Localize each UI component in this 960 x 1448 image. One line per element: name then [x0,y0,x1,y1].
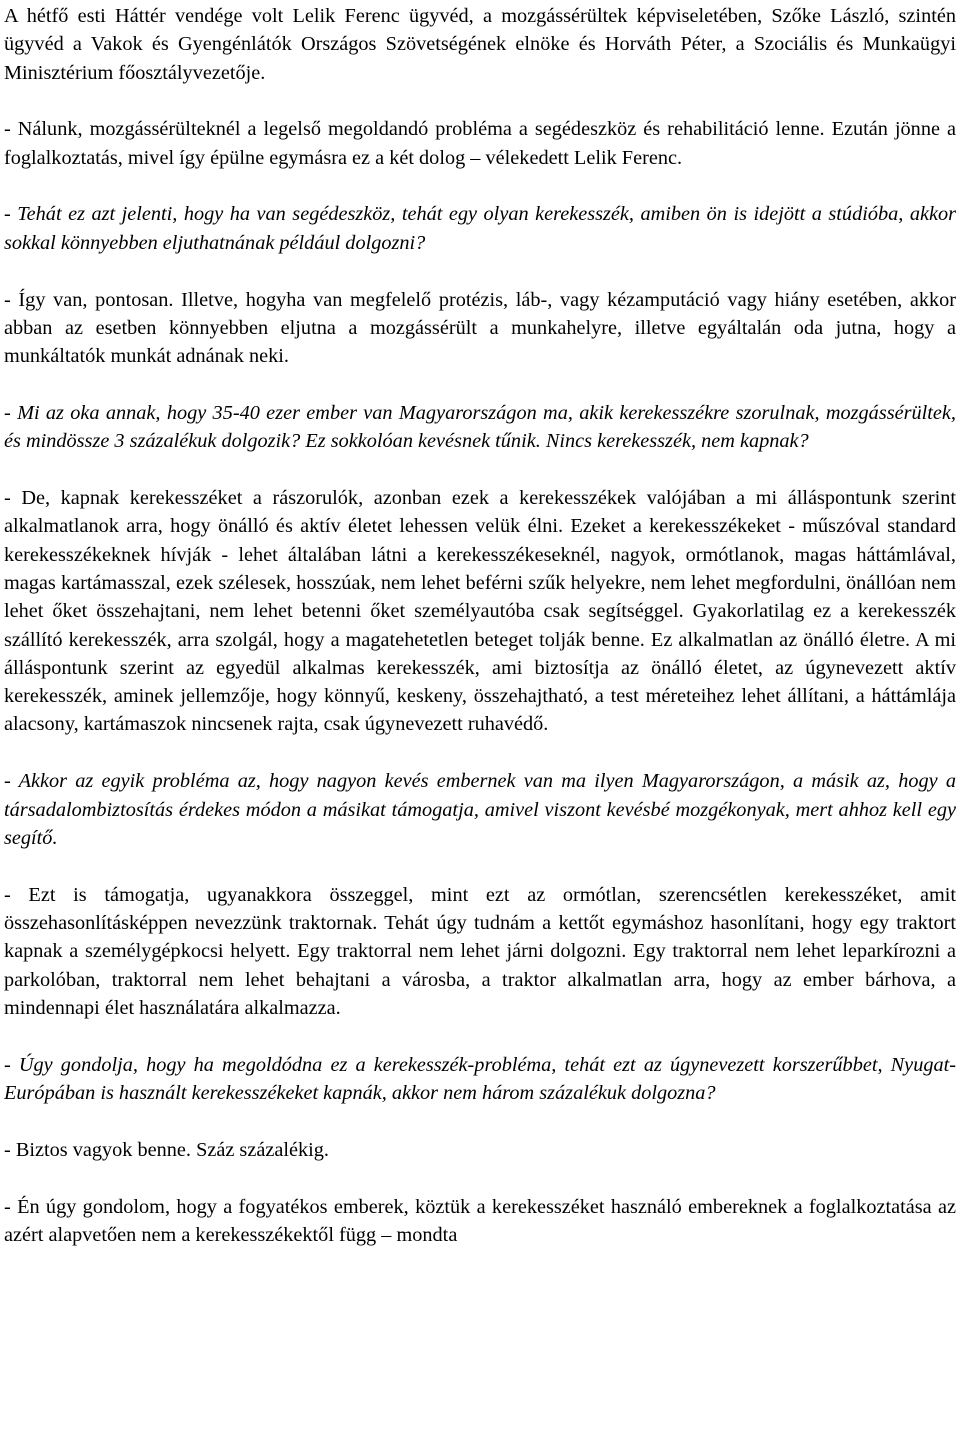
answer-paragraph [4,1136,956,1164]
text-segment: Gyakorlatilag ez a kerekesszék szállító kerekesszék, arra szolgál, hogy a magatehetetlen beteget tolják benne. [4,600,956,651]
text-segment: - Biztos vagyok benne. Száz százalékig. [4,1138,329,1161]
text-segment: - Én úgy gondolom, hogy a fogyatékos emberek, köztük a kerekesszéket használó embereknek a foglalkoztatása az azért alapvetően nem a kerekesszékektől függ – mondta [4,1195,956,1246]
text-segment: A hétfő esti Háttér vendége volt Lelik Ferenc ügyvéd, a mozgássérültek képviseletében, Szőke László, szintén ügyvéd a Vakok és Gyengénlátók Országos Szövetségének elnöke és Horváth Péter, a Szociális és Munkaügyi Minisztérium főosztályvezetője. [4,5,956,84]
text-segment: Tehát úgy tudnám a kettőt egymáshoz hasonlítani, hogy egy traktort kapnak a személygépkocsi helyett. [4,911,956,963]
text-segment: Egy traktorral nem lehet járni dolgozni. [290,940,627,963]
text-segment: Ezeket a kerekesszékeket - műszóval standard kerekesszékeknek hívják - lehet általában látni a kerekesszékeseknél, nagyok, ormótlanok, magas háttámlával, magas kartámasszal, ezek szélesek, hosszúak, nem lehet beférni szűk helyekre, nem lehet megfordulni, önállóan nem lehet őket összehajtani, nem lehet betenni őket személyautóba csak segítséggel. [4,515,956,623]
intro-paragraph [4,2,956,87]
text-segment: - De, kapnak kerekesszéket a rászorulók, azonban ezek a kerekesszékek valójában a mi álláspontunk szerint alkalmatlanok arra, hogy önálló és aktív életet lehessen velük élni. [4,487,956,538]
answer-paragraph [4,115,956,172]
question-paragraph [4,1051,956,1108]
text-segment: - Így van, pontosan. [4,288,174,311]
text-segment: - Úgy gondolja, hogy ha megoldódna ez a kerekesszék-probléma, tehát ezt az úgynevezett korszerűbbet, Nyugat-Európában is használt kerekesszékeket kapnák, akkor nem három százalékuk dolgozna? [4,1053,956,1104]
text-segment: - Ezt is támogatja, ugyanakkora összeggel, mint ezt az ormótlan, szerencsétlen kerekesszéket, amit összehasonlításképpen nevezzünk traktornak. [4,883,956,934]
answer-paragraph [4,881,956,1022]
question-paragraph [4,399,956,456]
text-segment: Illetve, hogyha van megfelelő protézis, láb-, vagy kézamputáció vagy hiány esetében, akkor abban az esetben könnyebben eljutna a mozgássérült a munkahelyre, illetve egyáltalán oda jutna, hogy a munkáltatók munkát adnának neki. [4,288,957,368]
text-segment: - Mi az oka annak, hogy 35-40 ezer ember van Magyarországon ma, akik kerekesszékre szorulnak, mozgássérültek, és mindössze 3 százalékuk dolgozik? [4,401,956,453]
answer-paragraph [4,1193,956,1250]
text-segment: Egy traktorral nem lehet leparkírozni a parkolóban, traktorral nem lehet behajtani a városba, a traktor alkalmatlan arra, hogy az ember bárhova, a mindennapi élet használatára alkalmazza. [4,940,956,1019]
answer-paragraph [4,286,956,371]
answer-paragraph [4,484,956,739]
text-segment: Ez alkalmatlan az önálló életre. [644,628,911,651]
document-page [4,2,956,1249]
text-segment: - Akkor az egyik probléma az, hogy nagyon kevés embernek van ma ilyen Magyarországon, a másik az, hogy a társadalombiztosítás érdekes módon a másikat támogatja, amivel viszont kevésbé mozgékonyak, mert ahhoz kell egy segítő. [4,770,956,849]
question-paragraph [4,200,956,257]
text-segment: - Nálunk, mozgássérülteknél a legelső megoldandó probléma a segédeszköz és rehabilitáció lenne. [4,118,825,141]
text-segment: - Tehát ez azt jelenti, hogy ha van segédeszköz, tehát egy olyan kerekesszék, amiben ön is idejött a stúdióba, akkor sokkal könnyebben eljuthatnának például dolgozni? [4,203,956,254]
text-segment: Ez sokkolóan kevésnek tűnik. Nincs kerekesszék, nem kapnak? [300,430,809,453]
text-segment: A mi álláspontunk szerint az egyedül alkalmas kerekesszék, ami biztosítja az önálló életet, az úgynevezett aktív kerekesszék, aminek jellemzője, hogy könnyű, keskeny, összehajtható, a test méreteihez lehet állítani, a háttámlája alacsony, kartámaszok nincsenek rajta, csak úgynevezett ruhavédő. [4,628,956,736]
text-segment: Ezután jönne a foglalkoztatás, mivel így épülne egymásra ez a két dolog – vélekedett Lelik Ferenc. [4,118,956,169]
question-paragraph [4,767,956,852]
